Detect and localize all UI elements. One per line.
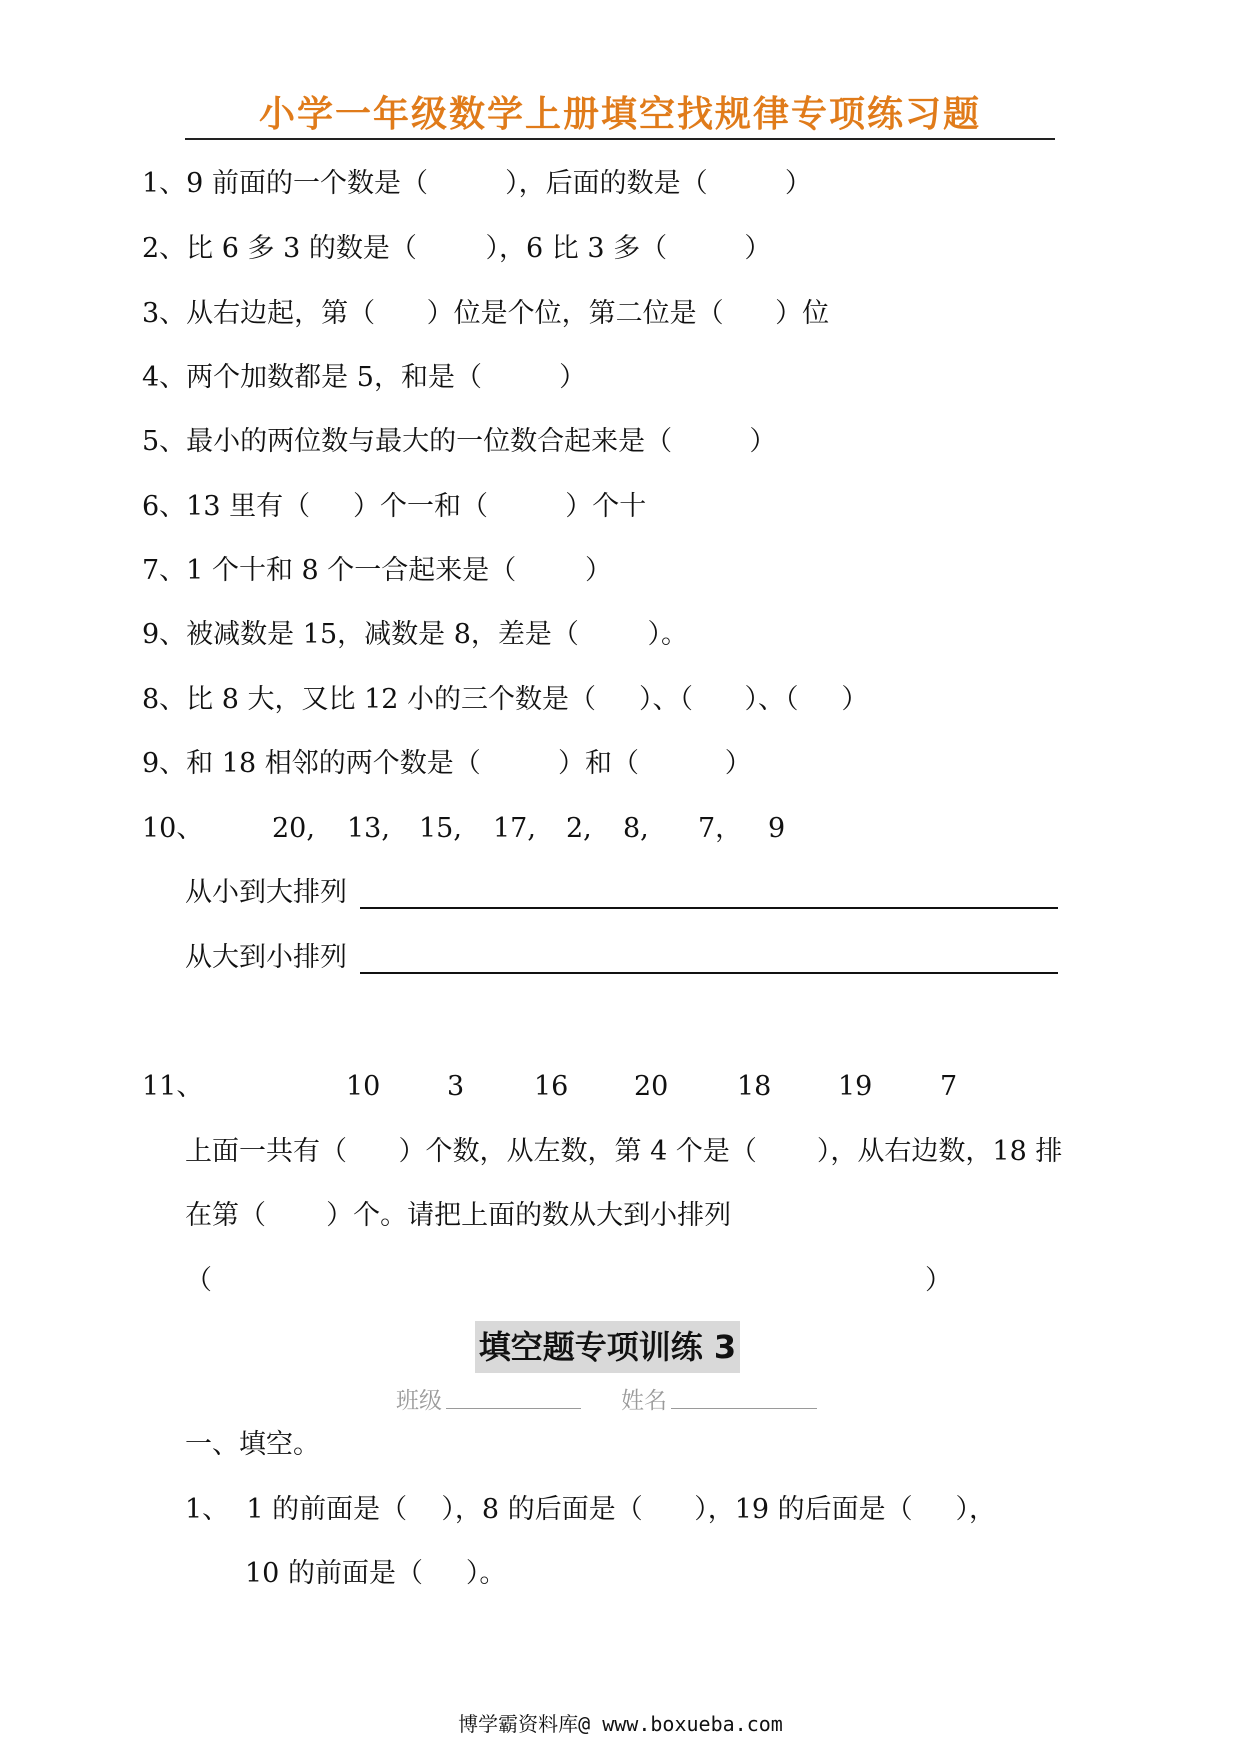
page-title: 小学一年级数学上册填空找规律专项练习题 [258, 94, 981, 135]
question-4: 4、两个加数都是 5，和是（ ） [142, 362, 587, 393]
q11-number: 18 [737, 1071, 772, 1102]
q10-number: 17, [493, 813, 536, 844]
question-11-label: 11、 [142, 1071, 204, 1102]
q10-descending-label: 从大到小排列 [185, 942, 347, 973]
q11-number: 20 [634, 1071, 669, 1102]
section-item-1-line-2: 10 的前面是（ ）。 [245, 1558, 507, 1589]
q11-number: 7 [940, 1071, 958, 1102]
q10-number: 7， [698, 813, 743, 844]
class-field[interactable] [446, 1408, 581, 1409]
q11-line-1: 上面一共有（ ）个数，从左数，第 4 个是（ ），从右边数，18 排 [185, 1136, 1063, 1167]
name-field[interactable] [671, 1408, 817, 1409]
question-9a: 9、被减数是 15，减数是 8，差是（ ）。 [142, 619, 689, 650]
question-1: 1、9 前面的一个数是（ ），后面的数是（ ） [142, 168, 812, 199]
question-9b: 9、和 18 相邻的两个数是（ ）和（ ） [142, 748, 752, 779]
q11-open-paren: （ [185, 1265, 212, 1296]
q10-descending-answer-line[interactable] [360, 972, 1058, 974]
q10-ascending-answer-line[interactable] [360, 907, 1058, 909]
q10-number: 9 [768, 813, 786, 844]
section-heading: 一、填空。 [185, 1429, 320, 1460]
question-8: 8、比 8 大，又比 12 小的三个数是（ ）、（ ）、（ ） [142, 684, 869, 715]
q10-number: 15, [419, 813, 462, 844]
question-10-label: 10、 [142, 813, 204, 844]
q11-number: 19 [838, 1071, 873, 1102]
class-label: 班级 [396, 1388, 442, 1414]
question-3: 3、从右边起，第（ ）位是个位，第二位是（ ）位 [142, 298, 830, 329]
section-item-1-line-1: 1、 1 的前面是（ ），8 的后面是（ ），19 的后面是（ ）， [185, 1494, 997, 1525]
question-2: 2、比 6 多 3 的数是（ ），6 比 3 多（ ） [142, 233, 772, 264]
footer-watermark: 博学霸资料库@ www.boxueba.com [458, 1712, 783, 1736]
q11-close-paren: ） [925, 1265, 952, 1296]
q10-number: 20, [272, 813, 315, 844]
q10-number: 2, [566, 813, 592, 844]
title-underline [185, 138, 1055, 140]
q11-number: 3 [447, 1071, 465, 1102]
question-5: 5、最小的两位数与最大的一位数合起来是（ ） [142, 426, 777, 457]
question-7: 7、1 个十和 8 个一合起来是（ ） [142, 555, 612, 586]
q11-number: 16 [534, 1071, 569, 1102]
question-6: 6、13 里有（ ）个一和（ ）个十 [142, 491, 647, 522]
q10-number: 13, [347, 813, 390, 844]
q10-ascending-label: 从小到大排列 [185, 877, 347, 908]
q10-number: 8, [623, 813, 649, 844]
q11-line-2: 在第（ ）个。请把上面的数从大到小排列 [185, 1200, 732, 1231]
name-label: 姓名 [621, 1388, 667, 1414]
section-title: 填空题专项训练 3 [475, 1321, 740, 1373]
q11-number: 10 [346, 1071, 381, 1102]
